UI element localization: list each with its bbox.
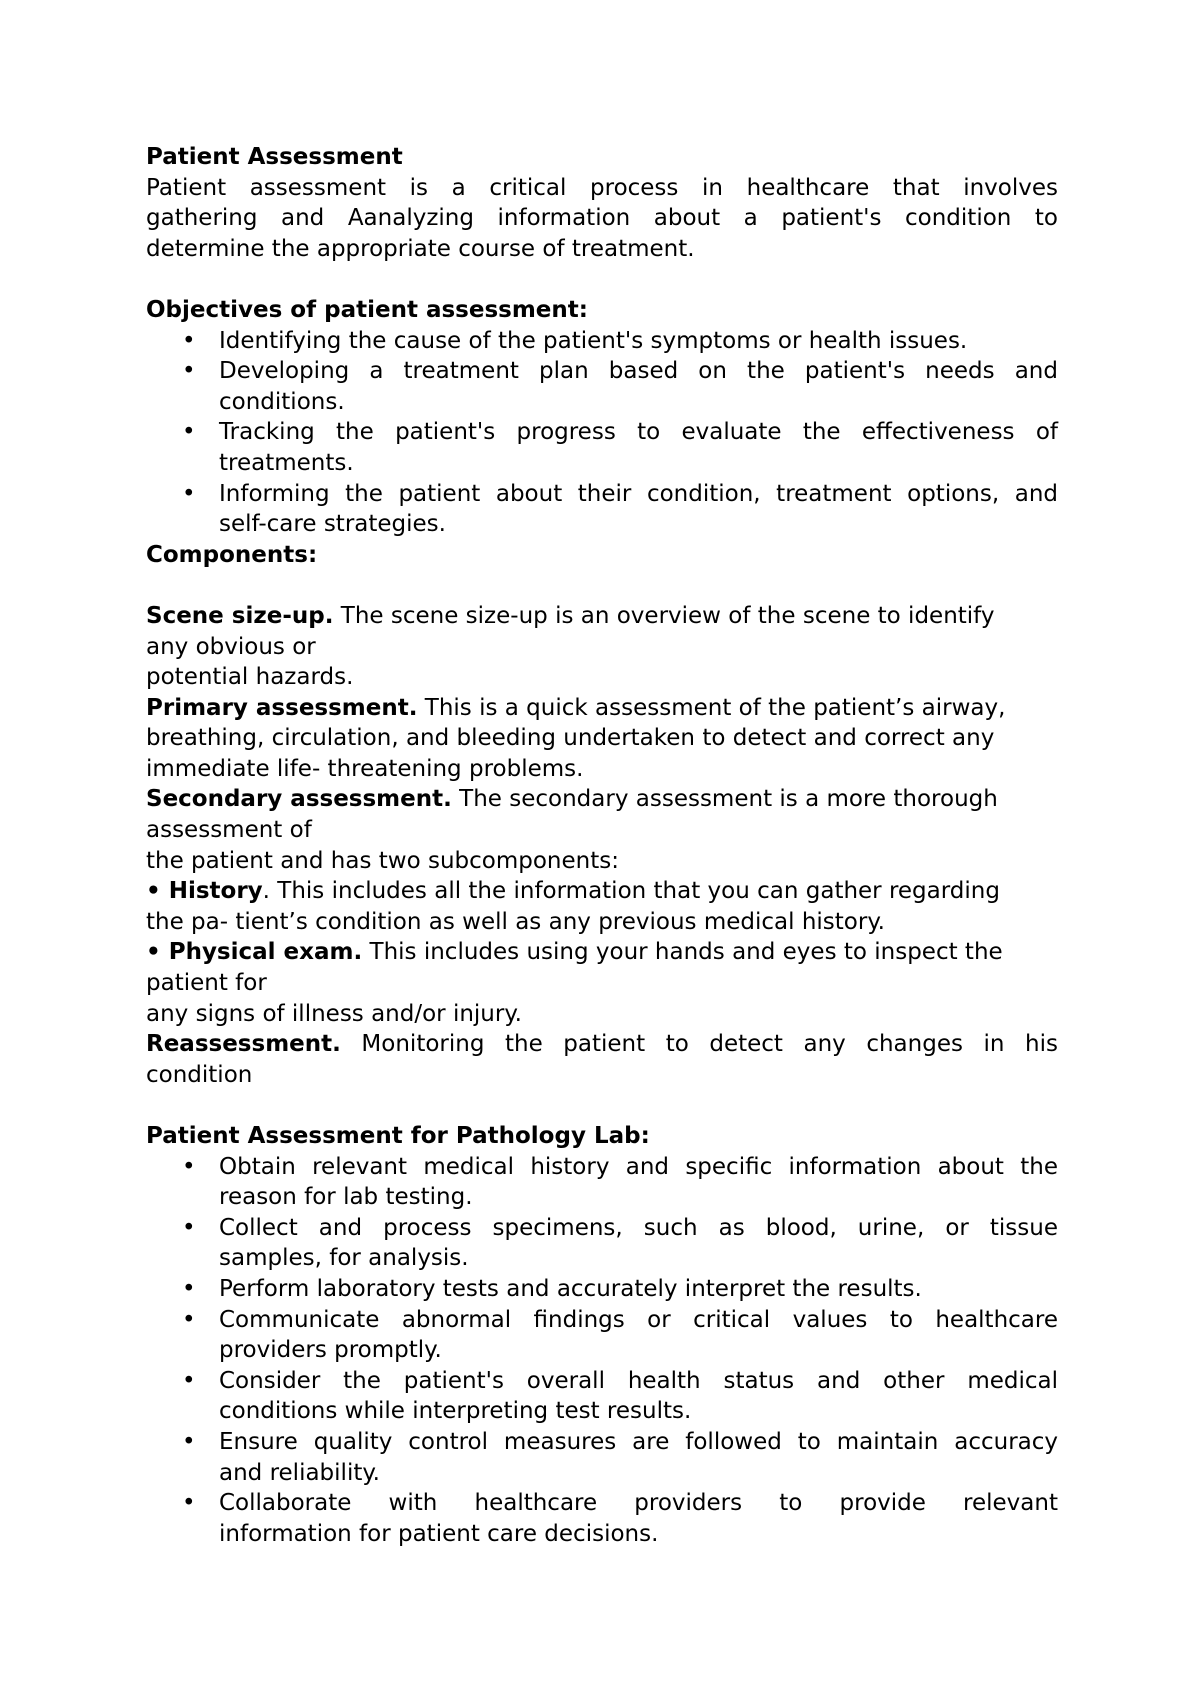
spacer: [146, 264, 1058, 295]
primary-assessment-text: This is a quick assessment of the patient’s airway,: [417, 694, 1006, 721]
list-item-text: Tracking the patient's progress to evaluate the effectiveness of: [219, 419, 1058, 446]
list-item: [146, 479, 1058, 540]
primary-assessment-text: breathing, circulation, and bleeding undertaken to detect and correct any: [146, 725, 995, 752]
list-item-text: providers promptly.: [219, 1337, 442, 1364]
intro-line: Patient assessment is a critical process in healthcare that involves: [146, 174, 1058, 201]
list-item: [146, 1274, 1058, 1305]
scene-size-up-text: The scene size-up is an overview of the scene to identify: [333, 602, 995, 629]
list-item: [146, 326, 1058, 357]
bullet-icon: •: [182, 1490, 196, 1517]
bullet-icon: •: [182, 1275, 196, 1302]
list-item-text: conditions while interpreting test results.: [219, 1398, 692, 1425]
list-item-text: Ensure quality control measures are followed to maintain accuracy: [219, 1428, 1058, 1455]
physical-exam-label: • Physical exam.: [146, 939, 363, 966]
spacer: [146, 570, 1058, 601]
list-item-text: self-care strategies.: [219, 511, 446, 538]
primary-assessment-paragraph: [146, 693, 1058, 724]
physical-exam-text: This includes using your hands and eyes to inspect the: [362, 939, 1003, 966]
scene-size-up-text: potential hazards.: [146, 664, 354, 691]
list-item: [146, 1213, 1058, 1274]
secondary-assessment-label: Secondary assessment.: [146, 786, 452, 813]
pathology-list: [146, 1152, 1058, 1550]
objectives-heading: Objectives of patient assessment:: [146, 296, 588, 323]
history-text: . This includes all the information that you can gather regarding: [262, 878, 1000, 905]
physical-exam-text: any signs of illness and/or injury.: [146, 1000, 522, 1027]
list-item: [146, 356, 1058, 417]
scene-size-up-label: Scene size-up.: [146, 602, 334, 629]
reassessment-paragraph: [146, 1029, 1058, 1060]
page-title: Patient Assessment: [146, 144, 403, 170]
reassessment-label: Reassessment.: [146, 1031, 341, 1058]
list-item-text: and reliability.: [219, 1459, 380, 1486]
list-item-text: Identifying the cause of the patient's symptoms or health issues.: [219, 327, 968, 354]
list-item-text: Communicate abnormal findings or critical values to healthcare: [219, 1306, 1058, 1333]
list-item-text: Informing the patient about their condition, treatment options, and: [219, 480, 1058, 507]
bullet-icon: •: [182, 1367, 196, 1394]
reassessment-text: Monitoring the patient to detect any changes in his: [340, 1031, 1058, 1058]
physical-exam-paragraph: [146, 937, 1058, 968]
history-text: the pa- tient’s condition as well as any previous medical history.: [146, 908, 885, 935]
list-item-text: Obtain relevant medical history and specific information about the: [219, 1153, 1058, 1180]
list-item-text: Consider the patient's overall health status and other medical: [219, 1367, 1058, 1394]
reassessment-text: condition: [146, 1061, 253, 1088]
list-item: [146, 1152, 1058, 1213]
list-item-text: information for patient care decisions.: [219, 1520, 659, 1547]
bullet-icon: •: [182, 1153, 196, 1180]
list-item-text: Perform laboratory tests and accurately interpret the results.: [219, 1275, 922, 1302]
list-item: [146, 1305, 1058, 1366]
bullet-icon: •: [182, 1428, 196, 1455]
secondary-assessment-text: The secondary assessment is a more thorough: [451, 786, 998, 813]
bullet-icon: •: [182, 480, 196, 507]
intro-line: determine the appropriate course of treatment.: [146, 235, 695, 262]
list-item-text: treatments.: [219, 449, 354, 476]
bullet-icon: •: [182, 1214, 196, 1241]
primary-assessment-text: immediate life- threatening problems.: [146, 755, 584, 782]
bullet-icon: •: [182, 327, 196, 354]
list-item-text: conditions.: [219, 388, 345, 415]
list-item: [146, 1427, 1058, 1488]
list-item: [146, 1488, 1058, 1549]
list-item-text: reason for lab testing.: [219, 1184, 473, 1211]
pathology-heading: Patient Assessment for Pathology Lab:: [146, 1123, 650, 1149]
history-label: • History: [146, 878, 263, 905]
spacer: [146, 1090, 1058, 1121]
bullet-icon: •: [182, 358, 196, 385]
list-item-text: Collect and process specimens, such as blood, urine, or tissue: [219, 1214, 1058, 1241]
bullet-icon: •: [182, 419, 196, 446]
list-item-text: samples, for analysis.: [219, 1245, 469, 1272]
primary-assessment-label: Primary assessment.: [146, 694, 418, 721]
physical-exam-text: patient for: [146, 970, 267, 997]
scene-size-up-text: any obvious or: [146, 633, 316, 660]
secondary-assessment-text: assessment of: [146, 817, 312, 844]
scene-size-up-paragraph: [146, 601, 1058, 632]
secondary-assessment-paragraph: [146, 784, 1058, 815]
bullet-icon: •: [182, 1306, 196, 1333]
list-item: [146, 417, 1058, 478]
components-heading: Components:: [146, 541, 318, 568]
secondary-assessment-text: the patient and has two subcomponents:: [146, 847, 619, 874]
list-item-text: Collaborate with healthcare providers to provide relevant: [219, 1490, 1058, 1517]
objectives-list: [146, 326, 1058, 540]
document-page: [146, 142, 1058, 1549]
intro-line: gathering and Aanalyzing information about a patient's condition to: [146, 205, 1058, 232]
history-paragraph: [146, 876, 1058, 907]
list-item: [146, 1366, 1058, 1427]
list-item-text: Developing a treatment plan based on the patient's needs and: [219, 358, 1058, 385]
